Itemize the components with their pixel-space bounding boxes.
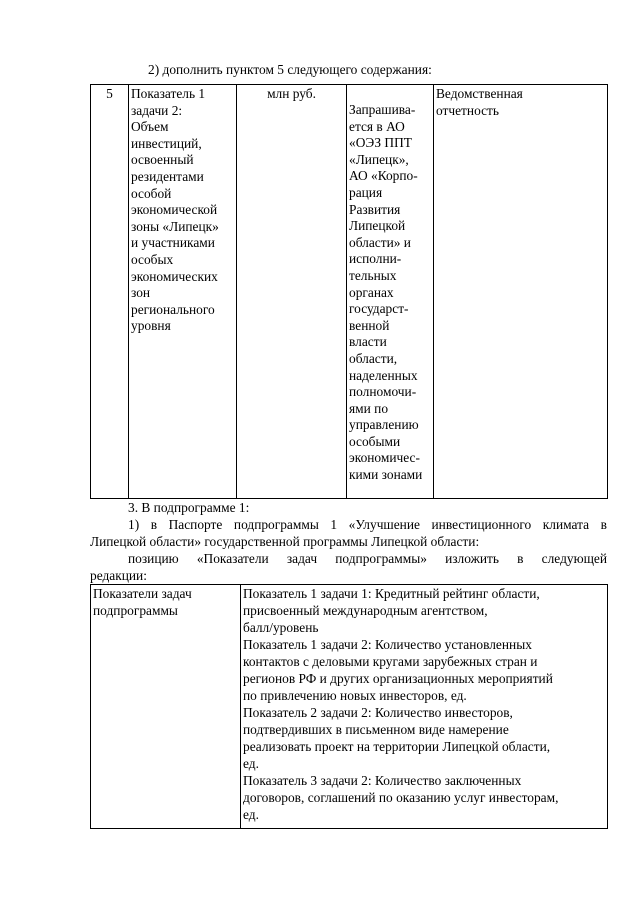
paragraph-1-line-1: 1) в Паспорте подпрограммы 1 «Улучшение инвестиционного климата в	[128, 517, 607, 532]
paragraph-1-line-2: Липецкой области» государственной программы Липецкой области:	[90, 534, 480, 549]
source-cell: Запрашива- ется в АО «ОЭЗ ППТ «Липецк», АО «Корпо- рация Развития Липецкой области» и исполни- тельных органах государст- венной власти области, наделенных полномочи- ями по управлению особыми экономичес- кими зонами	[347, 85, 434, 499]
indicator-table	[90, 84, 608, 499]
program-indicators-table	[90, 584, 608, 829]
left-header-cell: Показатели задач подпрограммы	[91, 585, 241, 829]
section-heading: 3. В подпрограмме 1:	[128, 500, 250, 515]
indicator-list-cell: Показатель 1 задачи 1: Кредитный рейтинг области, присвоенный международным агентством, балл/уровень Показатель 1 задачи 2: Количество установленных контактов с деловыми кругами зарубежных стран и регионов РФ и других организационных мероприятий по привлечению новых инвесторов, ед. Показатель 2 задачи 2: Количество инвесторов, подтвердивших в письменном виде намерение реализовать проект на территории Липецкой области, ед. Показатель 3 задачи 2: Количество заключенных договоров, соглашений по оказанию услуг инвесторам, ед.	[241, 585, 608, 829]
reporting-cell: Ведомственная отчетность	[434, 85, 608, 499]
indicator-cell: Показатель 1 задачи 2: Объем инвестиций, освоенный резидентами особой экономической зоны «Липецк» и участниками особых экономических зон регионального уровня	[129, 85, 237, 499]
intro-line: 2) дополнить пунктом 5 следующего содержания:	[148, 62, 432, 77]
row-number: 5	[91, 85, 129, 499]
paragraph-2-line-1: позицию «Показатели задач подпрограммы» изложить в следующей	[128, 551, 607, 566]
unit-cell: млн руб.	[237, 85, 347, 499]
paragraph-2-line-2: редакции:	[90, 568, 147, 583]
